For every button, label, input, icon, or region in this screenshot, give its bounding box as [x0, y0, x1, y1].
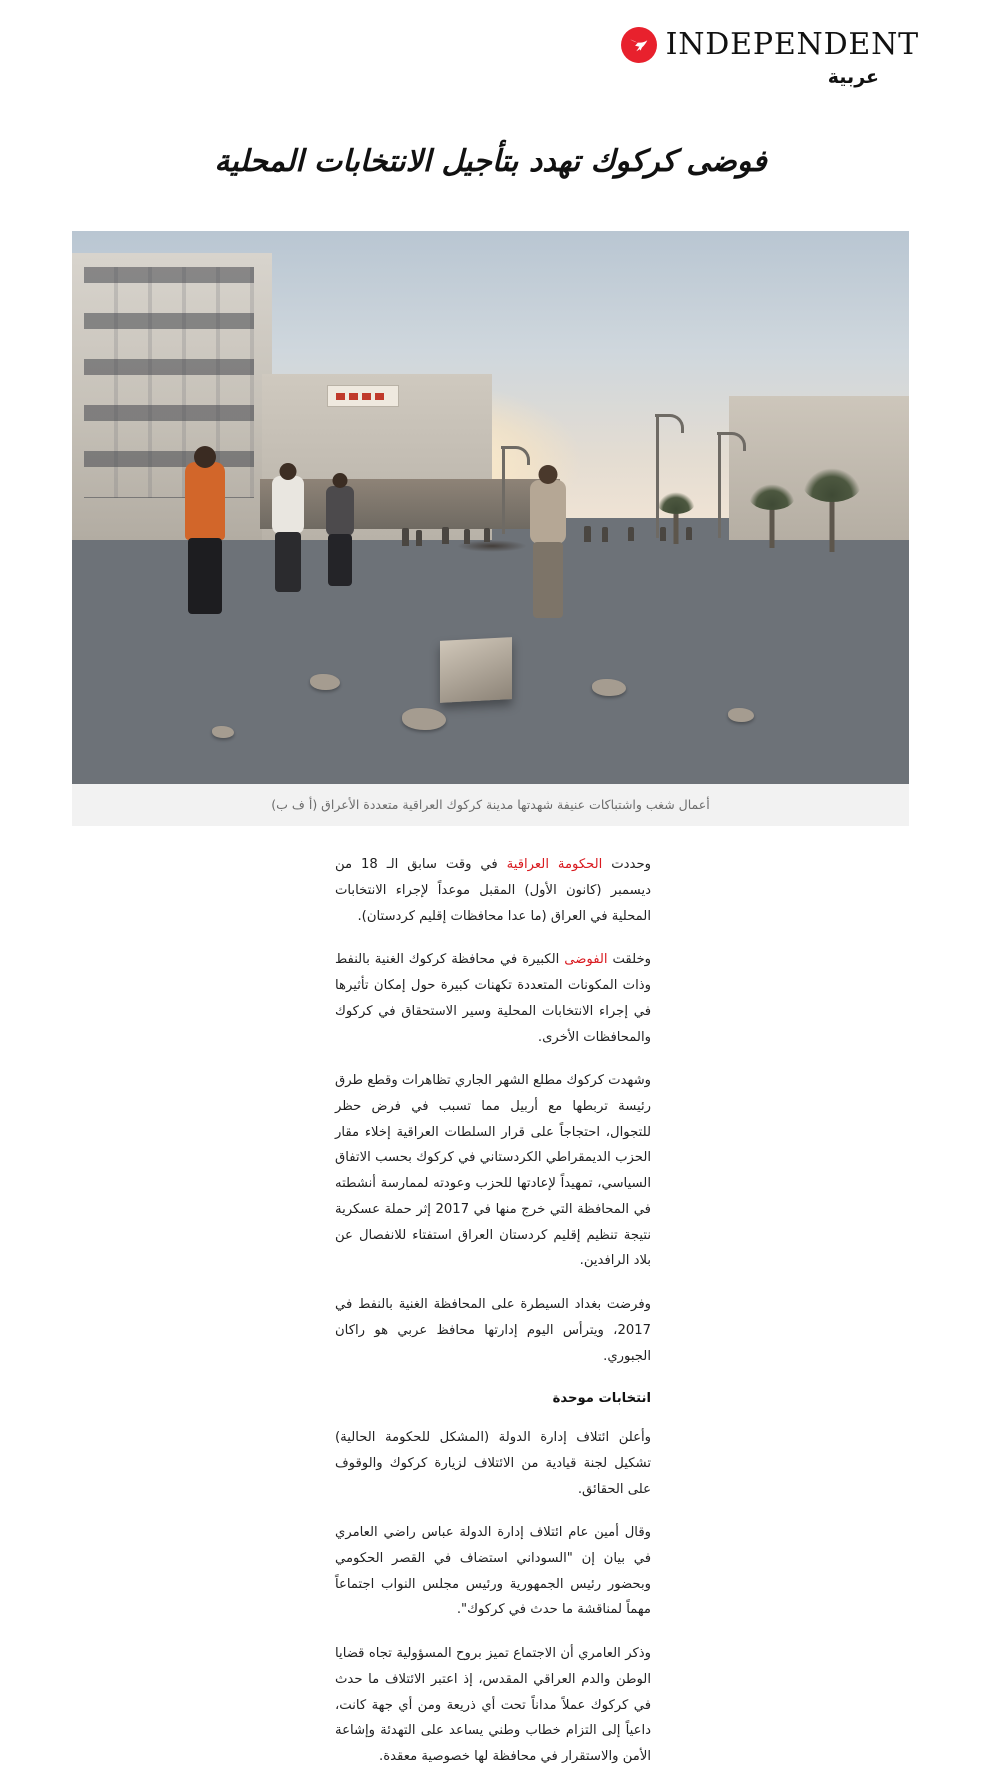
eagle-icon	[621, 27, 657, 63]
article-paragraph: وشهدت كركوك مطلع الشهر الجاري تظاهرات وقطع طرق رئيسة تربطها مع أربيل مما تسبب في فرض حظر للتجوال، احتجاجاً على قرار السلطات العراقية إخلاء مقار الحزب الديمقراطي الكردستاني في كركوك بحسب الاتفاق السياسي، تمهيداً لإعادتها للحزب وعودته لممارسة أنشطته في المحافظة التي خرج منها في 2017 إثر حملة عسكرية نتيجة تنظيم إقليم كردستان العراق استفتاء للانفصال عن بلاد الرافدين.	[335, 1073, 651, 1269]
photo-crowd	[464, 529, 470, 544]
article-figure	[72, 231, 909, 827]
site-logo[interactable]	[621, 13, 919, 87]
photo-crowd	[602, 527, 608, 542]
logo-arabic-sub: عربية	[827, 66, 879, 88]
photo-person-dark	[322, 474, 358, 586]
photo-person-white	[268, 466, 308, 592]
photo-concrete-block	[440, 637, 512, 703]
article-inline-link[interactable]: الحكومة العراقية	[506, 857, 603, 873]
photo-streetlamp-3	[502, 448, 505, 534]
photo-person-center	[524, 460, 572, 618]
article-photo	[72, 231, 909, 784]
site-header	[0, 0, 981, 100]
article-paragraph: وحددت الحكومة العراقية في وقت سابق الـ 18 من ديسمبر (كانون الأول) المقبل موعداً لإجراء الانتخابات المحلية في العراق (ما عدا محافظات إقليم كردستان).	[335, 857, 651, 924]
logo-row	[621, 27, 919, 63]
photo-rubble	[402, 708, 446, 730]
article-paragraph: وخلقت الفوضى الكبيرة في محافظة كركوك الغنية بالنفط وذات المكونات المتعددة تكهنات كبيرة حول إمكان تأثيرها في إجراء الانتخابات المحلية وسير الاستحقاق في كركوك والمحافظات الأخرى.	[335, 952, 651, 1045]
article-paragraph: وقال أمين عام ائتلاف إدارة الدولة عباس راضي العامري في بيان إن "السوداني استضاف في القصر الحكومي وبحضور رئيس الجمهورية ورئيس مجلس النواب اجتماعاً مهماً لمناقشة ما حدث في كركوك".	[335, 1525, 651, 1618]
photo-crowd	[416, 530, 422, 546]
photo-caption: أعمال شغب واشتباكات عنيفة شهدتها مدينة كركوك العراقية متعددة الأعراق (أ ف ب)	[72, 784, 909, 827]
photo-billboard	[327, 385, 399, 407]
article-subheading: انتخابات موحدة	[552, 1391, 651, 1407]
photo-crowd	[628, 527, 634, 541]
photo-crowd	[484, 528, 490, 542]
photo-rubble	[212, 726, 234, 738]
photo-crowd	[442, 527, 449, 544]
article-paragraph: وفرضت بغداد السيطرة على المحافظة الغنية بالنفط في 2017، ويترأس اليوم إدارتها محافظ عربي هو راكان الجبوري.	[335, 1297, 651, 1364]
photo-crowd	[402, 528, 409, 546]
photo-streetlamp-1	[656, 416, 659, 538]
photo-crowd	[686, 527, 692, 540]
photo-rubble	[310, 674, 340, 690]
article-paragraph: وأعلن ائتلاف إدارة الدولة (المشكل للحكومة الحالية) تشكيل لجنة قيادية من الائتلاف لزيارة كركوك والوقوف على الحقائق.	[335, 1430, 651, 1497]
logo-wordmark: INDEPENDENT	[665, 27, 919, 62]
photo-streetlamp-2	[718, 434, 721, 538]
photo-crowd	[584, 526, 591, 542]
photo-building-left	[72, 253, 272, 541]
photo-crowd	[660, 527, 666, 541]
article-body	[335, 852, 651, 1770]
photo-rubble	[728, 708, 754, 722]
article-inline-link[interactable]: الفوضى	[564, 952, 608, 968]
photo-person-orange	[178, 454, 232, 614]
photo-rubble	[592, 679, 626, 696]
page-title: فوضى كركوك تهدد بتأجيل الانتخابات المحلية	[214, 144, 767, 180]
article-paragraph: وذكر العامري أن الاجتماع تميز بروح المسؤولية تجاه قضايا الوطن والدم العراقي المقدس، إذ اعتبر الائتلاف ما حدث في كركوك عملاً مداناً تحت أي ذريعة ومن أي جهة كانت، داعياً إلى التزام خطاب وطني يساعد على التهدئة وإشاعة الأمن والاستقرار في محافظة لها خصوصية معقدة.	[335, 1646, 651, 1765]
